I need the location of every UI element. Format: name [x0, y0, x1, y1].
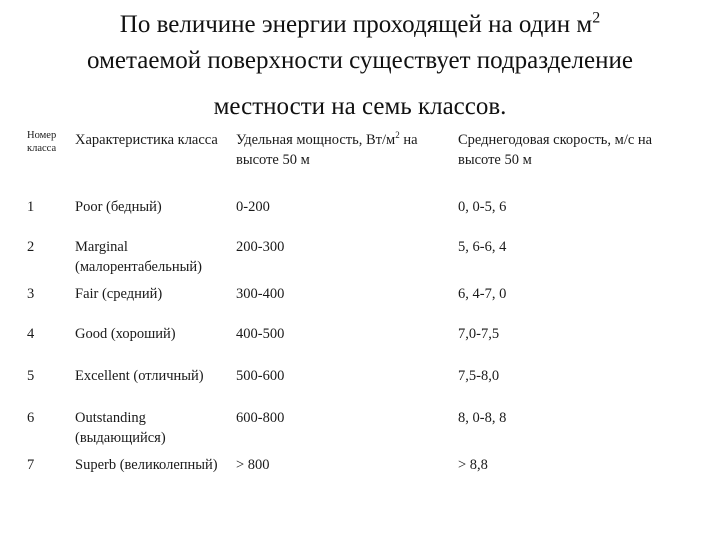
row-class-name: Fair (средний) — [75, 286, 163, 302]
row-avg-speed: 7,5-8,0 — [458, 368, 500, 384]
row-specific-power: 200-300 — [236, 239, 285, 255]
header-class-number: Номер класса — [27, 130, 57, 154]
title-line-3: местности на семь классов. — [213, 93, 507, 120]
row-class-number: 7 — [27, 457, 35, 473]
row-class-name: Poor (бедный) — [75, 199, 162, 215]
header-specific-power-pre: Удельная мощность, Вт/м — [236, 132, 396, 148]
header-avg-speed: Среднегодовая скорость, м/с на высоте 50 м — [458, 132, 653, 168]
row-avg-speed: 0, 0-5, 6 — [458, 199, 507, 215]
header-specific-power-post: на высоте 50 м — [236, 132, 418, 168]
row-avg-speed: > 8,8 — [458, 457, 488, 473]
row-class-name: Excellent (отличный) — [75, 368, 204, 384]
row-class-name: Outstanding (выдающийся) — [75, 410, 166, 446]
row-class-name: Superb (великолепный) — [75, 457, 218, 473]
title-superscript: 2 — [592, 9, 601, 27]
title-line-1 — [40, 10, 680, 40]
row-class-name: Good (хороший) — [75, 326, 176, 342]
title-line-2: ометаемой поверхности существует подразделение — [87, 47, 633, 74]
row-specific-power: > 800 — [236, 457, 270, 473]
header-specific-power — [236, 130, 450, 170]
row-avg-speed: 8, 0-8, 8 — [458, 410, 507, 426]
header-class-characteristic: Характеристика класса — [75, 132, 218, 148]
row-class-number: 3 — [27, 286, 35, 302]
row-avg-speed: 5, 6-6, 4 — [458, 239, 507, 255]
row-avg-speed: 7,0-7,5 — [458, 326, 500, 342]
row-class-name: Marginal (малорентабельный) — [75, 239, 202, 275]
header-specific-power-sup: 2 — [395, 130, 400, 141]
row-class-number: 1 — [27, 199, 35, 215]
row-specific-power: 600-800 — [236, 410, 285, 426]
row-specific-power: 0-200 — [236, 199, 270, 215]
row-class-number: 4 — [27, 326, 35, 342]
row-class-number: 6 — [27, 410, 35, 426]
row-class-number: 2 — [27, 239, 35, 255]
row-class-number: 5 — [27, 368, 35, 384]
row-specific-power: 500-600 — [236, 368, 285, 384]
title-line-1-text: По величине энергии проходящей на один м — [119, 11, 593, 38]
row-specific-power: 300-400 — [236, 286, 285, 302]
row-avg-speed: 6, 4-7, 0 — [458, 286, 507, 302]
row-specific-power: 400-500 — [236, 326, 285, 342]
